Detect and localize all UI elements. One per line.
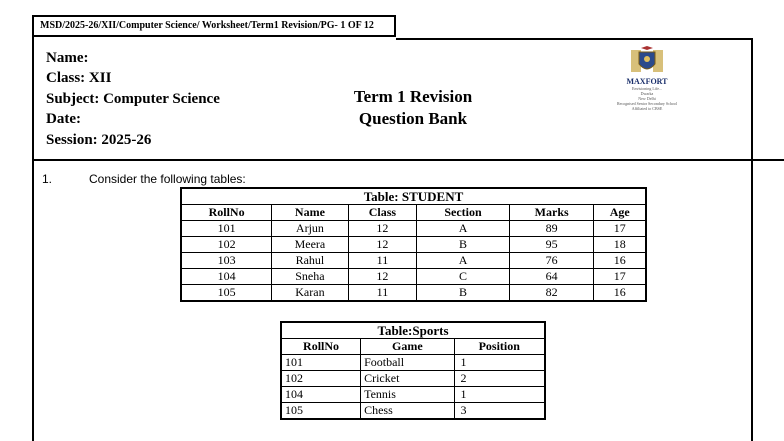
logo-affiliation: Affiliated to CBSE: [631, 106, 663, 111]
session-line: Session: 2025-26: [46, 132, 152, 148]
table-cell: 3: [454, 403, 545, 420]
table-cell: B: [417, 237, 510, 253]
table-cell: 104: [181, 269, 272, 285]
table-cell: 105: [281, 403, 361, 420]
header-bottom-rule: [32, 159, 784, 161]
table-row: [181, 285, 646, 302]
table-cell: 17: [594, 221, 646, 237]
subject-line: Subject: Computer Science: [46, 91, 220, 107]
crest-icon: [625, 46, 669, 76]
table-cell: 11: [348, 253, 417, 269]
column-header: RollNo: [181, 205, 272, 221]
question-number: 1.: [42, 172, 53, 186]
column-header: Age: [594, 205, 646, 221]
column-header: Section: [417, 205, 510, 221]
table-row: [281, 371, 545, 387]
table-cell: B: [417, 285, 510, 302]
table-cell: 64: [509, 269, 594, 285]
table-cell: A: [417, 253, 510, 269]
table-cell: 101: [181, 221, 272, 237]
student-table-caption: Table: STUDENT: [181, 188, 646, 205]
student-table-header: [181, 205, 646, 221]
table-cell: 103: [181, 253, 272, 269]
table-cell: 102: [281, 371, 361, 387]
name-label: Name:: [46, 50, 89, 66]
column-header: RollNo: [281, 339, 361, 355]
logo-name: MAXFORT: [626, 77, 668, 86]
table-cell: Meera: [272, 237, 349, 253]
table-cell: C: [417, 269, 510, 285]
logo-city: Dwarka: [640, 91, 654, 96]
logo-tagline: Envisioning Life...: [632, 86, 662, 91]
table-cell: 101: [281, 355, 361, 371]
page-frame-right: [751, 40, 753, 441]
sports-table-header: [281, 339, 545, 355]
table-cell: 95: [509, 237, 594, 253]
title-line-2: Question Bank: [358, 109, 468, 128]
document-code: MSD/2025-26/XII/Computer Science/ Worksheet/Term1 Revision/PG- 1 OF 12: [32, 15, 396, 37]
table-cell: Sneha: [272, 269, 349, 285]
question-text: Consider the following tables:: [89, 172, 246, 186]
column-header: Position: [454, 339, 545, 355]
table-cell: 82: [509, 285, 594, 302]
table-cell: 76: [509, 253, 594, 269]
school-logo: [608, 46, 686, 126]
table-row: [181, 237, 646, 253]
sports-table: [280, 321, 546, 420]
table-cell: 102: [181, 237, 272, 253]
sports-table-caption: Table:Sports: [281, 322, 545, 339]
table-cell: 12: [348, 221, 417, 237]
table-cell: A: [417, 221, 510, 237]
logo-recognition: Recognised Senior Secondary School: [616, 101, 678, 106]
table-row: [281, 355, 545, 371]
table-row: [181, 253, 646, 269]
table-cell: 16: [594, 285, 646, 302]
table-cell: Tennis: [361, 387, 454, 403]
table-cell: Cricket: [361, 371, 454, 387]
table-cell: 89: [509, 221, 594, 237]
column-header: Marks: [509, 205, 594, 221]
title-line-1: Term 1 Revision: [353, 87, 473, 106]
table-cell: 16: [594, 253, 646, 269]
table-cell: 104: [281, 387, 361, 403]
logo-region: New Delhi: [638, 96, 656, 101]
table-cell: 18: [594, 237, 646, 253]
table-cell: Karan: [272, 285, 349, 302]
date-label: Date:: [46, 111, 81, 127]
page-frame-left: [32, 35, 34, 441]
table-cell: Football: [361, 355, 454, 371]
table-cell: Chess: [361, 403, 454, 420]
column-header: Game: [361, 339, 454, 355]
table-cell: 12: [348, 237, 417, 253]
student-table: [180, 187, 647, 302]
class-line: Class: XII: [46, 70, 112, 86]
table-cell: 17: [594, 269, 646, 285]
table-cell: 1: [454, 355, 545, 371]
table-cell: 11: [348, 285, 417, 302]
table-cell: Arjun: [272, 221, 349, 237]
table-cell: 1: [454, 387, 545, 403]
table-row: [281, 403, 545, 420]
table-row: [181, 221, 646, 237]
table-cell: 2: [454, 371, 545, 387]
table-cell: 105: [181, 285, 272, 302]
table-cell: Rahul: [272, 253, 349, 269]
header-top-rule: [396, 38, 753, 40]
table-cell: 12: [348, 269, 417, 285]
table-row: [181, 269, 646, 285]
table-row: [281, 387, 545, 403]
column-header: Class: [348, 205, 417, 221]
column-header: Name: [272, 205, 349, 221]
